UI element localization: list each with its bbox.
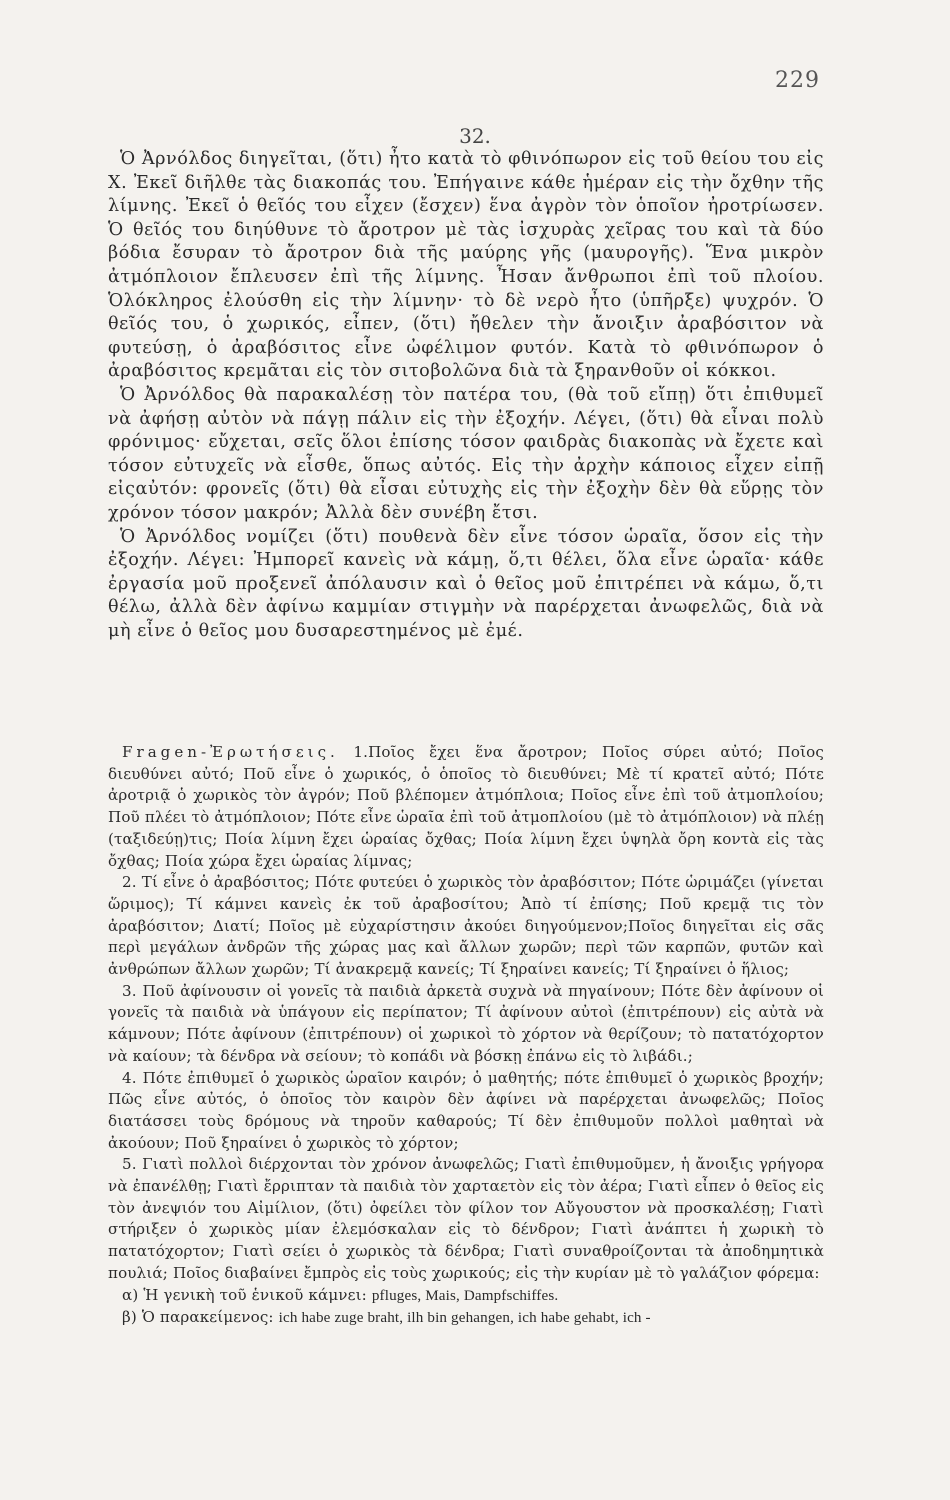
paragraph-2: Ὁ Ἀρνόλδος θὰ παρακαλέσῃ τὸν πατέρα του, (θὰ τοῦ εἴπῃ) ὅτι ἐπιθυμεῖ νὰ ἀφήσῃ αὐτὸν νὰ πάγῃ πάλιν εἰς τὴν ἐξοχήν. Λέγει, (ὅτι) θὰ εἶναι πολὺ φρόνιμος· εὔχεται, σεῖς ὅλοι ἐπίσης τόσον φαιδρὰς διακοπὰς νὰ ἔχετε καὶ τόσον εὐτυχεῖς νὰ εἶσθε, ὅπως αὐτός. Εἰς τὴν ἀρχὴν κάποιος εἶχεν εἰπῇ εἰςαὐτόν: φρονεῖς (ὅτι) θὰ εἶσαι εὐτυχὴς εἰς τὴν ἐξοχὴν δὲν θὰ εὕρῃς τὸν χρόνον τόσον μακρόν; Ἀλλὰ δὲν συνέβη ἔτσι. xyxy=(108,384,824,523)
note-b-text: ich habe zuge braht, ilh bin gehangen, ich habe gehabt, ich - xyxy=(278,1310,651,1327)
questions-section xyxy=(108,742,824,1330)
question-group-5: 5. Γιατὶ πολλοὶ διέρχονται τὸν χρόνον ἀνωφελῶς; Γιατὶ ἐπιθυμοῦμεν, ἡ ἄνοιξις γρήγορα νὰ ἐπανέλθῃ; Γιατὶ ἔρριπταν τὰ παιδιὰ τὸν χαρταετὸν εἰς τὸν ἀέρα; Γιατὶ εἶπεν ὁ θεῖος εἰς τὸν ἀνεψιόν του Αἰμίλιον, (ὅτι) ὀφείλει τὸν φίλον τον Αὔγουστον νὰ προσκαλέσῃ; Γιατὶ στήριξεν ὁ χωρικὸς μίαν ἐλεμόσκαλαν εἰς τὸ δένδρον; Γιατὶ ἀνάπτει ἡ χωρικὴ τὸ πατατόχορτον; Γιατὶ σείει ὁ χωρικὸς τὰ δένδρα; Γιατὶ συναθροίζονται τὰ ἀποδημητικὰ πουλιά; Ποῖος διαβαίνει ἔμπρὸς εἰς τοὺς χωρικούς; εἰς τὴν κυρίαν μὲ τὸ γαλάζιον φόρεμα: xyxy=(108,1155,824,1282)
page-number: 229 xyxy=(775,68,820,93)
note-a-label: α) Ἡ γενικὴ τοῦ ἑνικοῦ κάμνει: xyxy=(122,1285,367,1304)
question-group-4: 4. Πότε ἐπιθυμεῖ ὁ χωρικὸς ὡραῖον καιρόν; ὁ μαθητής; πότε ἐπιθυμεῖ ὁ χωρικὸς βροχήν; Πῶς εἶνε αὐτός, ὁ ὁποῖος τὸν καιρὸν δὲν ἀφίνει νὰ παρέρχεται ἀνωφελῶς; Ποῖος διατάσσει τοὺς δρόμους νὰ τηροῦν καθαρούς; Τί δὲν ἐπιθυμοῦν πολλοὶ μαθηταὶ νὰ ἀκούουν; Ποῦ ξηραίνει ὁ χωρικὸς τὸ χόρτον; xyxy=(108,1068,824,1152)
question-text-1: 1.Ποῖος ἔχει ἕνα ἄροτρον; Ποῖος σύρει αὐτό; Ποῖος διευθύνει αὐτό; Ποῦ εἶνε ὁ χωρικός, ὁ ὁποῖος τὸ διευθύνει; Μὲ τί κρατεῖ αὐτό; Πότε ἀροτριᾷ ὁ χωρικὸς τὸν ἀγρόν; Ποῦ βλέπομεν ἀτμόπλοια; Ποῖος εἶνε ἐπὶ τοῦ ἀτμοπλοίου; Ποῦ πλέει τὸ ἀτμόπλοιον; Πότε εἶνε ὡραῖα ἐπὶ τοῦ ἀτμοπλοίου (μὲ τὸ ἀτμόπλοιον) νὰ πλέῃ (ταξιδεύῃ)τις; Ποία λίμνη ἔχει ὡραίας ὄχθας; Ποία λίμνη ἔχει ὑψηλὰ ὄρη κοντὰ εἰς τὰς ὄχθας; Ποία χώρα ἔχει ὡραίας λίμνας; xyxy=(108,743,825,870)
question-group-3: 3. Ποῦ ἀφίνουσιν οἱ γονεῖς τὰ παιδιὰ ἀρκετὰ συχνὰ νὰ πηγαίνουν; Πότε δὲν ἀφίνουν οἱ γονεῖς τὰ παιδιὰ νὰ ὑπάγουν εἰς περίπατον; Τί ἀφίνουν αὐτοὶ (ἐπιτρέπουν) εἰς αὐτὰ νὰ κάμνουν; Πότε ἀφίνουν (ἐπιτρέπουν) οἱ χωρικοὶ τὸ χόρτον νὰ θερίζουν; τὸ πατατόχορτον νὰ καίουν; τὰ δένδρα νὰ σείουν; τὸ κοπάδι νὰ βόσκῃ ἐπάνω εἰς τὸ λιβάδι.; xyxy=(108,981,824,1065)
question-group-2: 2. Τί εἶνε ὁ ἀραβόσιτος; Πότε φυτεύει ὁ χωρικὸς τὸν ἀραβόσιτον; Πότε ὡριμάζει (γίνεται ὥριμος); Τί κάμνει κανεὶς ἐκ τοῦ ἀραβοσίτου; Ἀπὸ τί ἐπίσης; Ποῦ κρεμᾷ τις τὸν ἀραβόσιτον; Διατί; Ποῖος μὲ εὐχαρίστησιν ἀκούει διηγούμενον;Ποῖος διηγεῖται εἰς σᾶς περὶ μεγάλων ἀνδρῶν τῆς χώρας μας καὶ ἄλλων χωρῶν; περὶ τῶν καρπῶν, φυτῶν καὶ ἀνθρώπων ἄλλων χωρῶν; Τί ἀνακρεμᾷ κανείς; Τί ξηραίνει κανείς; Τί ξηραίνει ὁ ἥλιος; xyxy=(108,873,824,979)
grammar-note-b xyxy=(108,1307,824,1330)
question-group-1 xyxy=(108,742,824,872)
questions-heading: Fragen-Ἐρωτήσεις. xyxy=(122,743,339,761)
section-number: 32. xyxy=(459,124,491,148)
main-text xyxy=(108,148,824,643)
paragraph-3: Ὁ Ἀρνόλδος νομίζει (ὅτι) πουθενὰ δὲν εἶνε τόσον ὡραῖα, ὅσον εἰς τὴν ἐξοχήν. Λέγει: Ἠμπορεῖ κανεὶς νὰ κάμῃ, ὅ,τι θέλει, ὅλα εἶνε ὡραῖα· κάθε ἐργασία μοῦ προξενεῖ ἀπόλαυσιν καὶ ὁ θεῖος μοῦ ἐπιτρέπει νὰ κάμω, ὅ,τι θέλω, ἀλλὰ δὲν ἀφίνω καμμίαν στιγμὴν νὰ παρέρχεται ἀνωφελῶς, διὰ νὰ μὴ εἶνε ὁ θεῖος μου δυσαρεστημένος μὲ ἐμέ. xyxy=(108,526,824,641)
note-a-text: pfluges, Mais, Dampfschiffes. xyxy=(371,1287,559,1304)
paragraph-1: Ὁ Ἀρνόλδος διηγεῖται, (ὅτι) ἦτο κατὰ τὸ φθινόπωρον εἰς τοῦ θείου του εἰς Χ. Ἐκεῖ διῆλθε τὰς διακοπάς του. Ἐπήγαινε κάθε ἡμέραν εἰς τὴν ὄχθην τῆς λίμνης. Ἐκεῖ ὁ θεῖός του εἶχεν (ἔσχεν) ἕνα ἀγρὸν τὸν ὁποῖον ἠροτρίωσεν. Ὁ θεῖός του διηύθυνε τὸ ἄροτρον μὲ τὰς ἰσχυρὰς χεῖρας του καὶ τὰ δύο βόδια ἔσυραν τὸ ἄροτρον διὰ τῆς μαύρης γῆς (μαυρογῆς). Ἕνα μικρὸν ἀτμόπλοιον ἔπλευσεν ἐπὶ τῆς λίμνης. Ἦσαν ἄνθρωποι ἐπὶ τοῦ πλοίου. Ὁλόκληρος ἐλούσθη εἰς τὴν λίμνην· τὸ δὲ νερὸ ἦτο (ὑπῆρξε) ψυχρόν. Ὁ θεῖός του, ὁ χωρικός, εἶπεν, (ὅτι) ἤθελεν τὴν ἄνοιξιν ἀραβόσιτον νὰ φυτεύσῃ, ὁ ἀραβόσιτος εἶνε ὠφέλιμον φυτόν. Κατὰ τὸ φθινόπωρον ὁ ἀραβόσιτος κρεμᾶται εἰς τὸν σιτοβολῶνα διὰ τὰ ξηρανθοῦν οἱ κόκκοι. xyxy=(108,149,824,382)
grammar-note-a xyxy=(108,1285,824,1308)
note-b-label: β) Ὁ παρακείμενος: xyxy=(122,1308,274,1327)
